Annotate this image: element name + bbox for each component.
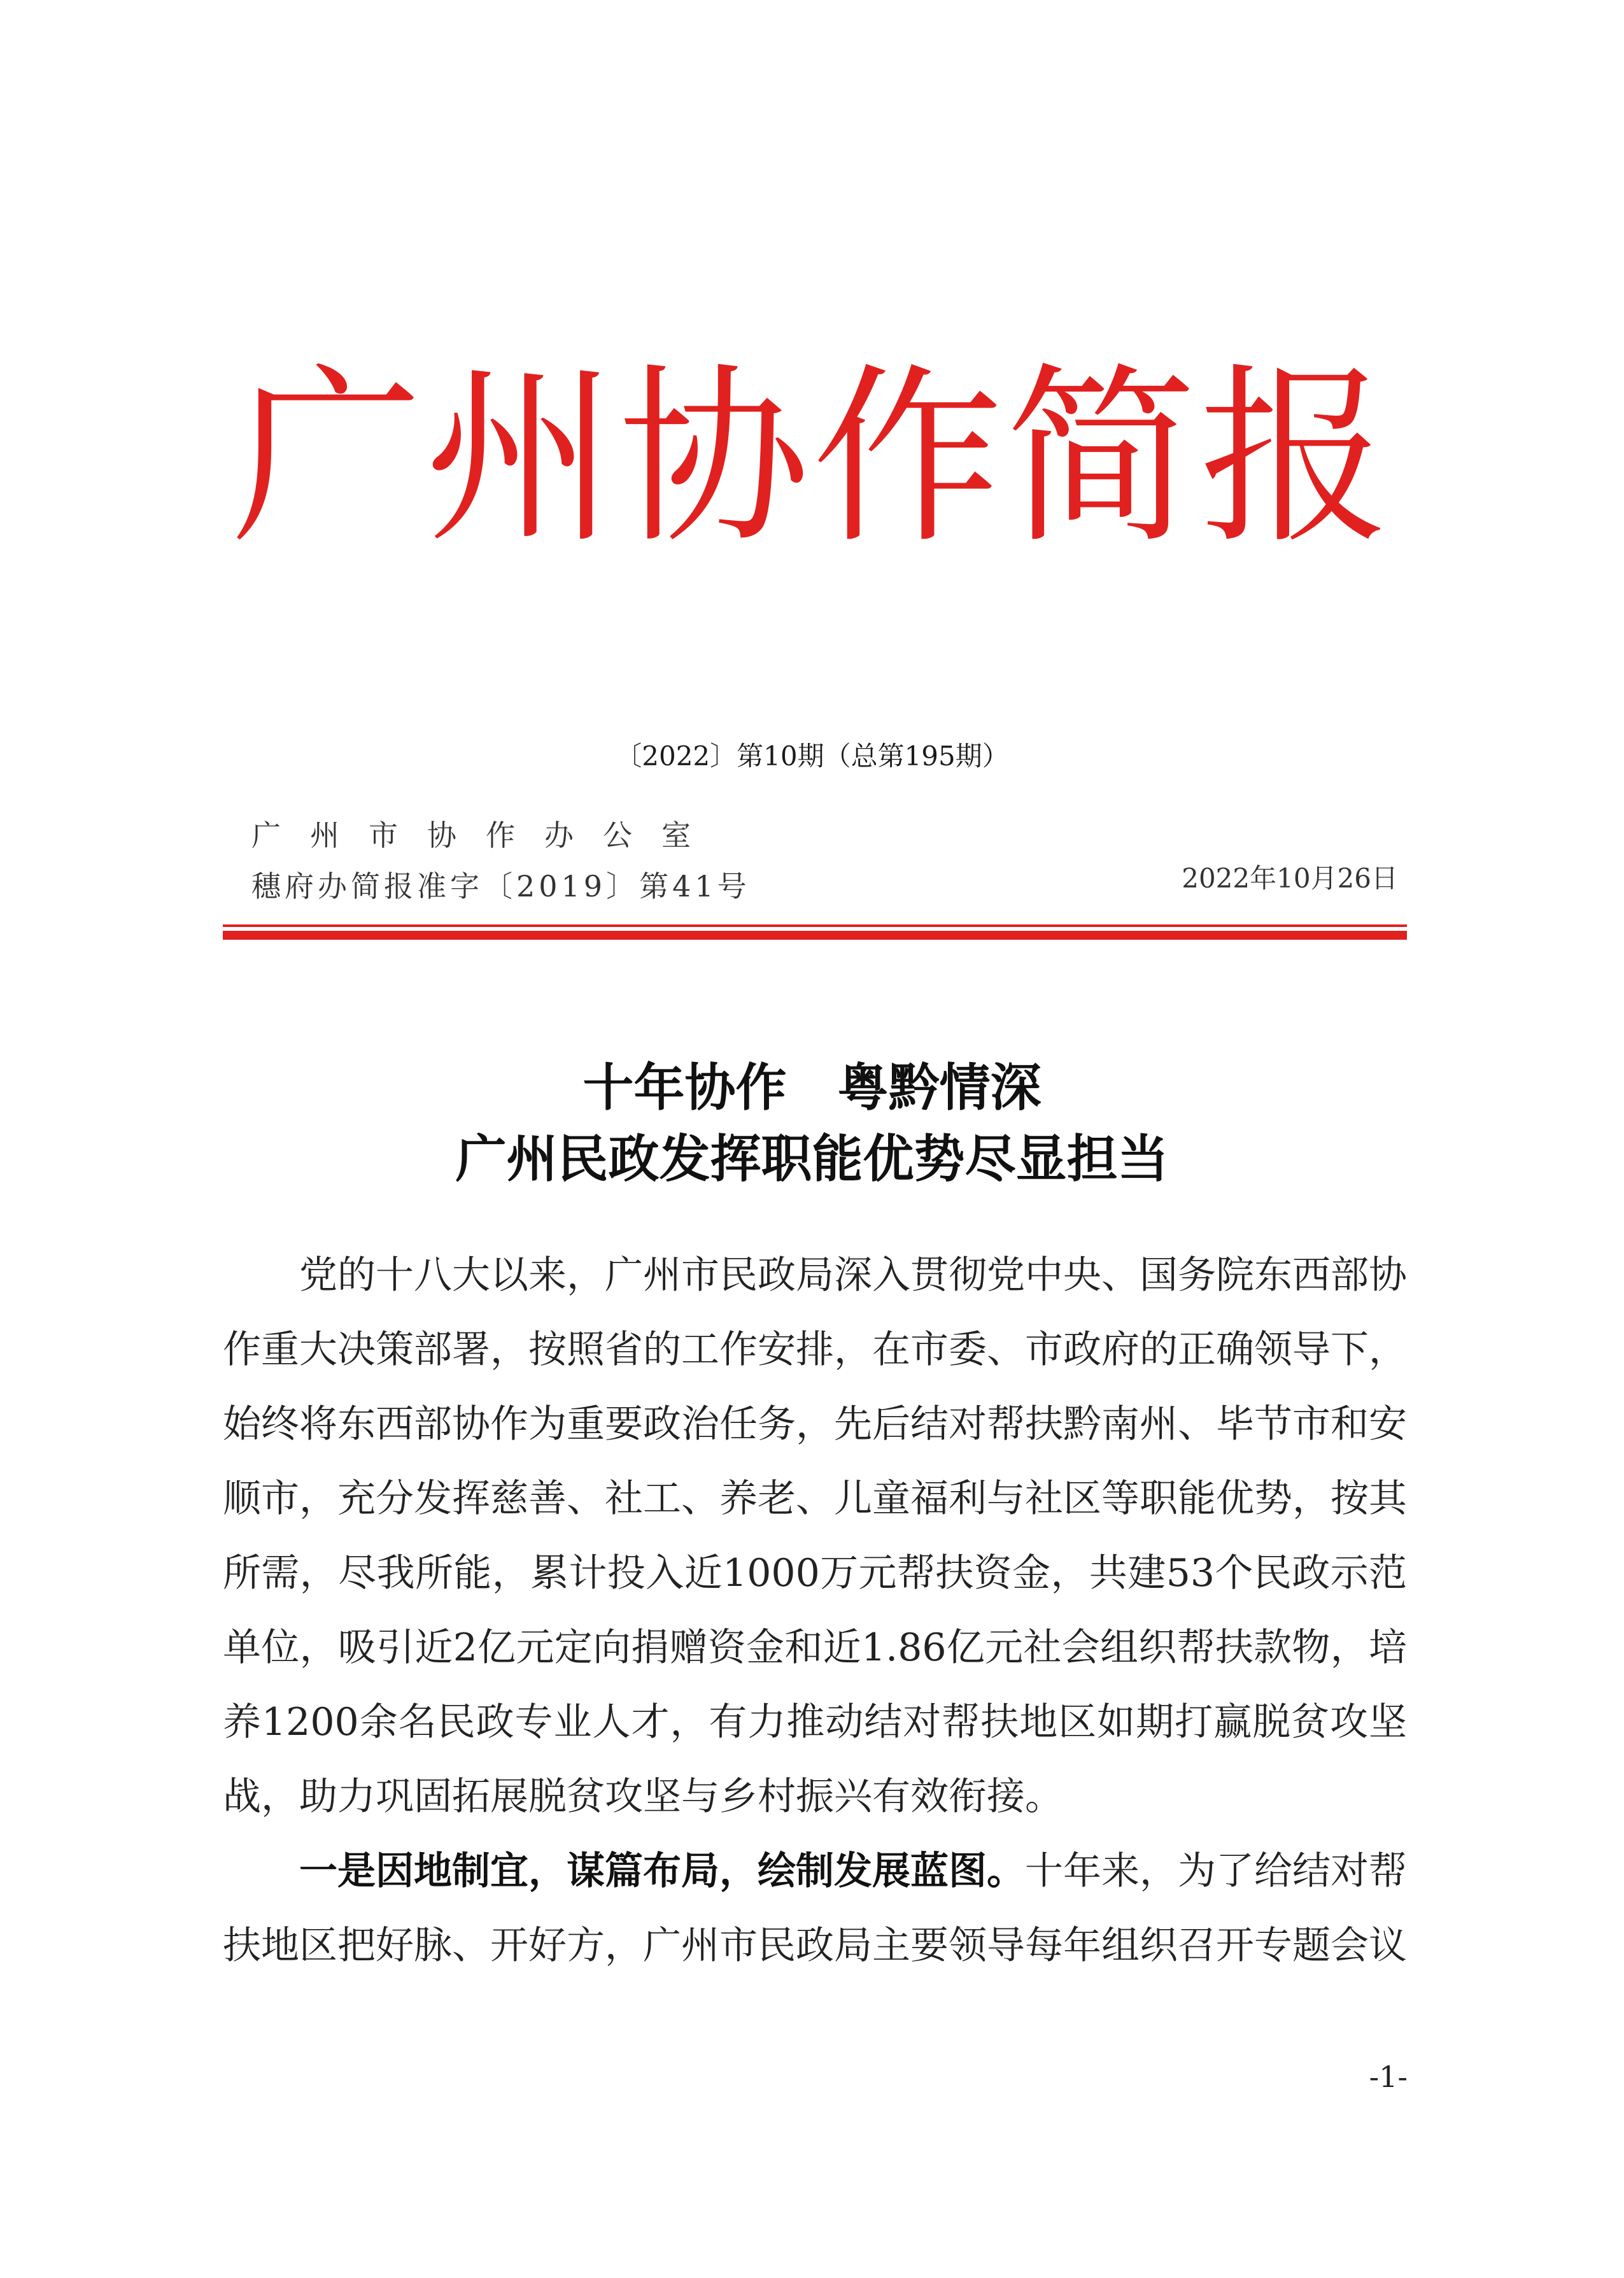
approval-number: 穗府办简报准字〔2019〕第41号: [251, 869, 751, 903]
paragraph-intro: 党的十八大以来，广州市民政局深入贯彻党中央、国务院东西部协作重大决策部署，按照省的工作安排，在市委、市政府的正确领导下，始终将东西部协作为重要政治任务，先后结对帮扶黔南州、毕节市和安顺市，充分发挥慈善、社工、养老、儿童福利与社区等职能优势，按其所需，尽我所能，累计投入近1000万元帮扶资金，共建53个民政示范单位，吸引近2亿元定向捐赠资金和近1.86亿元社会组织帮扶款物，培养1200余名民政专业人才，有力推动结对帮扶地区如期打赢脱贫攻坚战，助力巩固拓展脱贫攻坚与乡村振兴有效衔接。: [223, 1253, 1407, 1819]
article-headline-line2: 广州民政发挥职能优势尽显担当: [455, 1129, 1169, 1189]
paragraph-section-one: [223, 1834, 1407, 1983]
masthead-title: 广州协作简报: [231, 347, 1393, 569]
issuer-name: 广州市协作办公室: [251, 818, 720, 852]
masthead-rule-thick: [223, 931, 1407, 940]
article-body: [223, 1238, 1407, 1983]
masthead-rule-thin: [223, 924, 1407, 927]
section-one-lead: 一是因地制宜，谋篇布局，绘制发展蓝图。: [299, 1849, 1025, 1893]
issue-number: 〔2022〕第10期（总第195期）: [615, 740, 1009, 772]
page-number: -1-: [1369, 2060, 1408, 2094]
article-headline-line1: 十年协作 粤黔情深: [583, 1058, 1041, 1117]
issue-date: 2022年10月26日: [1182, 863, 1398, 894]
section-one-text: 十年来，为了给结对帮扶地区把好脉、开好方，广州市民政局主要领导每年组织召开专题会议: [223, 1849, 1407, 1968]
